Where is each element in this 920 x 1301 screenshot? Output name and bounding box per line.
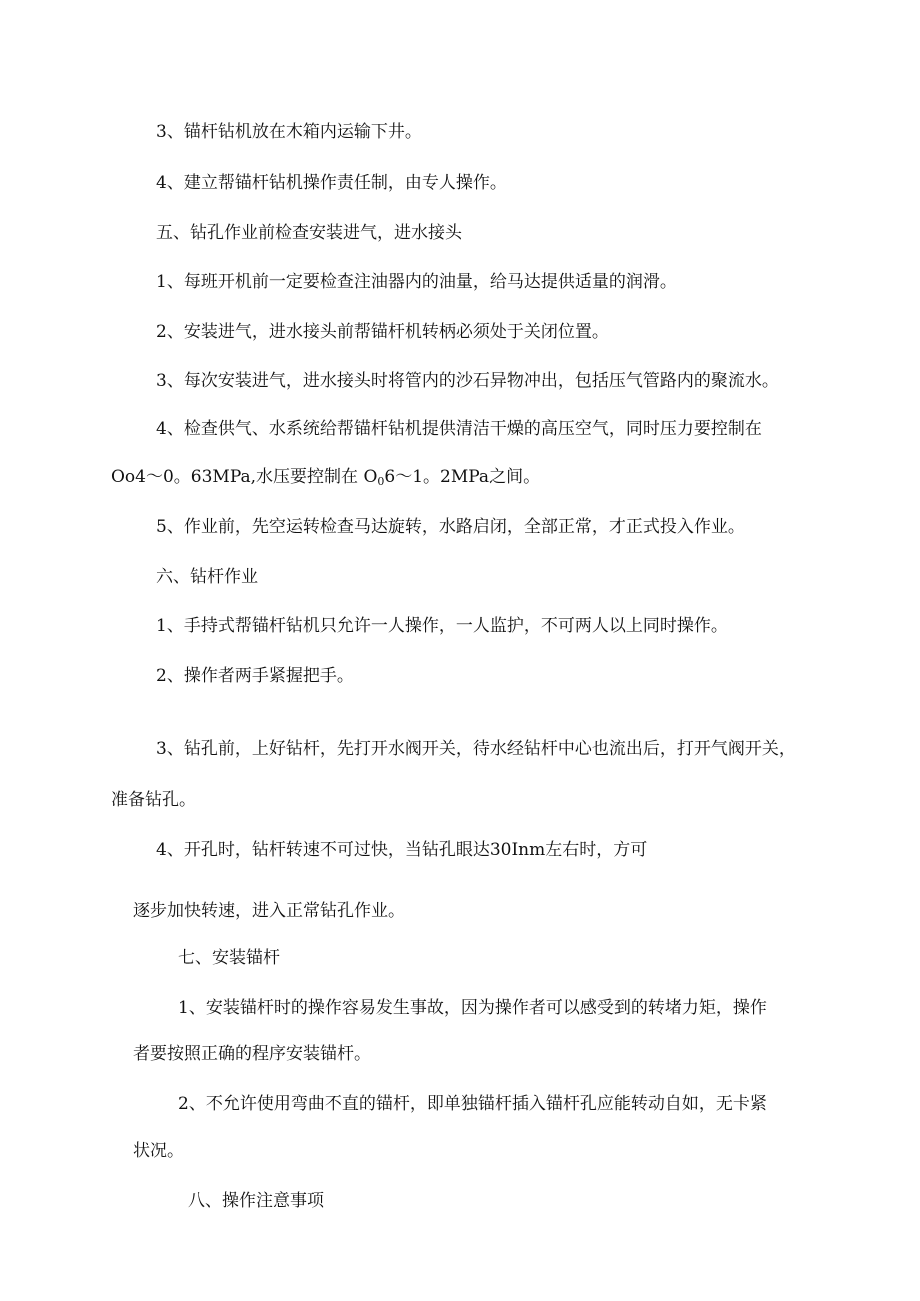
- text-line: 2、不允许使用弯曲不直的锚杆，即单独锚杆插入锚杆孔应能转动自如，无卡紧: [178, 1094, 767, 1114]
- section-heading: 七、安装锚杆: [178, 948, 280, 968]
- text-line: 3、锚杆钻机放在木箱内运输下井。: [156, 122, 422, 142]
- pressure-text-part1: Oo4～0。63MPa,水压要控制在 O: [111, 467, 378, 487]
- text-line: 4、开孔时，钻杆转速不可过快，当钻孔眼达30Inm左右时，方可: [156, 840, 648, 860]
- section-heading: 六、钻杆作业: [156, 567, 258, 587]
- text-line: 1、每班开机前一定要检查注油器内的油量，给马达提供适量的润滑。: [156, 272, 677, 292]
- text-line: 3、每次安装进气，进水接头时将管内的沙石异物冲出，包括压气管路内的聚流水。: [156, 371, 779, 391]
- text-line: 4、建立帮锚杆钻机操作责任制，由专人操作。: [156, 173, 507, 193]
- pressure-text-part2: 6～1。2MPa之间。: [384, 467, 541, 487]
- section-heading: 八、操作注意事项: [188, 1191, 324, 1211]
- text-line: 状况。: [133, 1141, 184, 1161]
- text-line: 2、安装进气，进水接头前帮锚杆机转柄必须处于关闭位置。: [156, 322, 609, 342]
- text-line: 2、操作者两手紧握把手。: [156, 666, 354, 686]
- text-line: 1、手持式帮锚杆钻机只允许一人操作，一人监护，不可两人以上同时操作。: [156, 616, 728, 636]
- text-line: 5、作业前，先空运转检查马达旋转，水路启闭，全部正常，才正式投入作业。: [156, 517, 745, 537]
- section-heading: 五、钻孔作业前检查安装进气，进水接头: [156, 223, 462, 243]
- text-line: 1、安装锚杆时的操作容易发生事故，因为操作者可以感受到的转堵力矩，操作: [178, 998, 767, 1018]
- text-line: 准备钻孔。: [111, 790, 196, 810]
- text-line: 者要按照正确的程序安装锚杆。: [133, 1044, 371, 1064]
- text-line: 逐步加快转速，进入正常钻孔作业。: [133, 901, 405, 921]
- pressure-subscript: 0: [377, 475, 385, 488]
- pressure-line: [111, 466, 540, 493]
- text-line: 3、钻孔前，上好钻杆，先打开水阀开关，待水经钻杆中心也流出后，打开气阀开关，: [156, 739, 796, 759]
- text-line: 4、检查供气、水系统给帮锚杆钻机提供清洁干燥的高压空气，同时压力要控制在: [156, 419, 762, 439]
